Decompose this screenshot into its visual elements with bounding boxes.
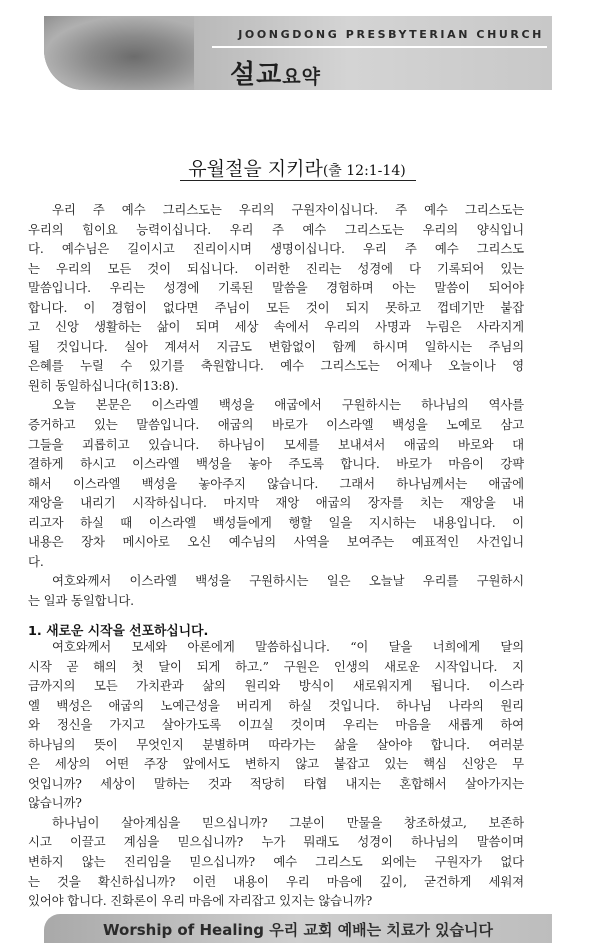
text-line: 와 정신을 가지고 살아가도록 이끄실 것이며 우리는 마음을 새롭게 하여: [28, 717, 524, 733]
sermon-body-intro: [28, 200, 524, 610]
text-line: 재앙을 내리기 시작하십니다. 마지막 재앙 애굽의 장자를 치는 재앙을 내: [28, 495, 524, 511]
text-line: 여호와께서 모세와 아론에게 말씀하십니다. “이 달을 너희에게 달의: [52, 639, 524, 654]
text-line: 는 것을 확신하십니까? 이런 내용이 우리 마음에 깊이, 굳건하게 세워져: [28, 873, 524, 889]
scripture-reference: (출 12:1-14): [322, 163, 406, 179]
text-line: 은혜를 누릴 수 있기를 축원합니다. 예수 그리스도는 어제나 오늘이나 영: [28, 358, 524, 374]
text-line: 원히 동일하십니다(히13:8).: [28, 377, 179, 393]
banner-divider: [212, 46, 547, 48]
text-line: 오늘 본문은 이스라엘 백성을 애굽에서 구원하시는 하나님의 역사를: [52, 397, 524, 413]
text-line: 있어야 합니다. 진화론이 우리 마음에 자리잡고 있지는 않습니까?: [28, 893, 373, 909]
section-title: [230, 54, 321, 90]
text-line: 합니다. 이 경험이 없다면 주님이 모든 것이 되지 못하고 껍데기만 붙잡: [28, 299, 524, 315]
text-line: 는 우리의 모든 것이 되십니다. 이러한 진리는 성경에 다 기록되어 있는: [28, 260, 524, 276]
section-title-big: 설교: [230, 60, 283, 90]
text-line: 우리의 힘이요 능력이십니다. 우리 주 예수 그리스도는 우리의 양식입니: [28, 221, 524, 237]
text-line: 하나님의 뜻이 무엇인지 분별하며 따라가는 삶을 살아야 합니다. 여러분: [28, 736, 524, 752]
header-banner: [44, 16, 552, 90]
text-line: 변하지 않는 진리임을 믿으십니까? 예수 그리스도 외에는 구원자가 없다: [28, 854, 524, 870]
title-underline: [180, 180, 416, 181]
text-line: 고 신앙 생활하는 삶이 되며 세상 속에서 우리의 사명과 누림은 사라지게: [28, 319, 524, 335]
text-line: 말씀입니다. 우리는 성경에 기록된 말씀을 경험하며 아는 말씀이 되어야: [28, 280, 524, 296]
text-line: 우리 주 예수 그리스도는 우리의 구원자이십니다. 주 예수 그리스도는: [52, 202, 524, 217]
text-line: 엘 백성은 애굽의 노예근성을 버리게 하실 것입니다. 하나님 나라의 원리: [28, 697, 524, 713]
section-heading-1: 1. 새로운 시작을 선포하십니다.: [28, 624, 209, 639]
text-line: 내용은 장차 메시아로 오신 예수님의 사역을 보여주는 예표적인 사건입니: [28, 534, 524, 550]
sermon-title-text: 유월절을 지키라: [188, 158, 323, 180]
text-line: 될 것입니다. 실아 계셔서 지금도 변함없이 함께 하시며 일하시는 주님의: [28, 338, 524, 354]
text-line: 리고자 하실 때 이스라엘 백성들에게 행할 일을 지시하는 내용입니다. 이: [28, 514, 524, 530]
text-line: 다. 예수님은 길이시고 진리이시며 생명이십니다. 우리 주 예수 그리스도: [28, 241, 524, 257]
footer-banner: [44, 914, 552, 943]
text-line: 하나님이 살아계심을 믿으십니까? 그분이 만물을 창조하셨고, 보존하: [52, 814, 524, 830]
text-line: 그들을 괴롭히고 있습니다. 하나님이 모세를 보내셔서 애굽의 바로와 대: [28, 436, 524, 452]
text-line: 시작 곧 해의 첫 달이 되게 하고.” 구원은 인생의 새로운 시작입니다. 지: [28, 658, 524, 674]
church-name: JOONGDONG PRESBYTERIAN CHURCH: [238, 28, 544, 41]
sermon-title: [0, 154, 594, 181]
text-line: 결하게 하시고 이스라엘 백성을 놓아 주도록 합니다. 바로가 마음이 강퍅: [28, 456, 524, 472]
text-line: 엇입니까? 세상이 말하는 것과 적당히 타협 내지는 혼합해서 살아가지는: [28, 775, 524, 791]
section-1-body: [28, 637, 524, 911]
praying-hands-photo: [44, 16, 194, 90]
text-line: 증거하고 있는 말씀입니다. 애굽의 바로가 이스라엘 백성을 노예로 삼고: [28, 417, 524, 433]
text-line: 는 일과 동일합니다.: [28, 592, 134, 608]
section-title-small: 요약: [282, 66, 321, 88]
text-line: 않습니까?: [28, 795, 82, 811]
text-line: 금까지의 모든 가치관과 삶의 원리와 방식이 새로워지게 됩니다. 이스라: [28, 678, 524, 694]
footer-text: Worship of Healing 우리 교회 예배는 치료가 있습니다: [103, 921, 493, 939]
text-line: 은 세상의 어떤 주장 앞에서도 변하지 않고 붙잡고 있는 핵심 신앙은 무: [28, 756, 524, 772]
text-line: 시고 이끌고 계심을 믿으십니까? 누가 뭐래도 성경이 하나님의 말씀이며: [28, 834, 524, 850]
text-line: 해서 이스라엘 백성을 놓아주지 않습니다. 그래서 하나님께서는 애굽에: [28, 475, 524, 491]
text-line: 다.: [28, 553, 44, 569]
text-line: 여호와께서 이스라엘 백성을 구원하시는 일은 오늘날 우리를 구원하시: [52, 573, 524, 589]
